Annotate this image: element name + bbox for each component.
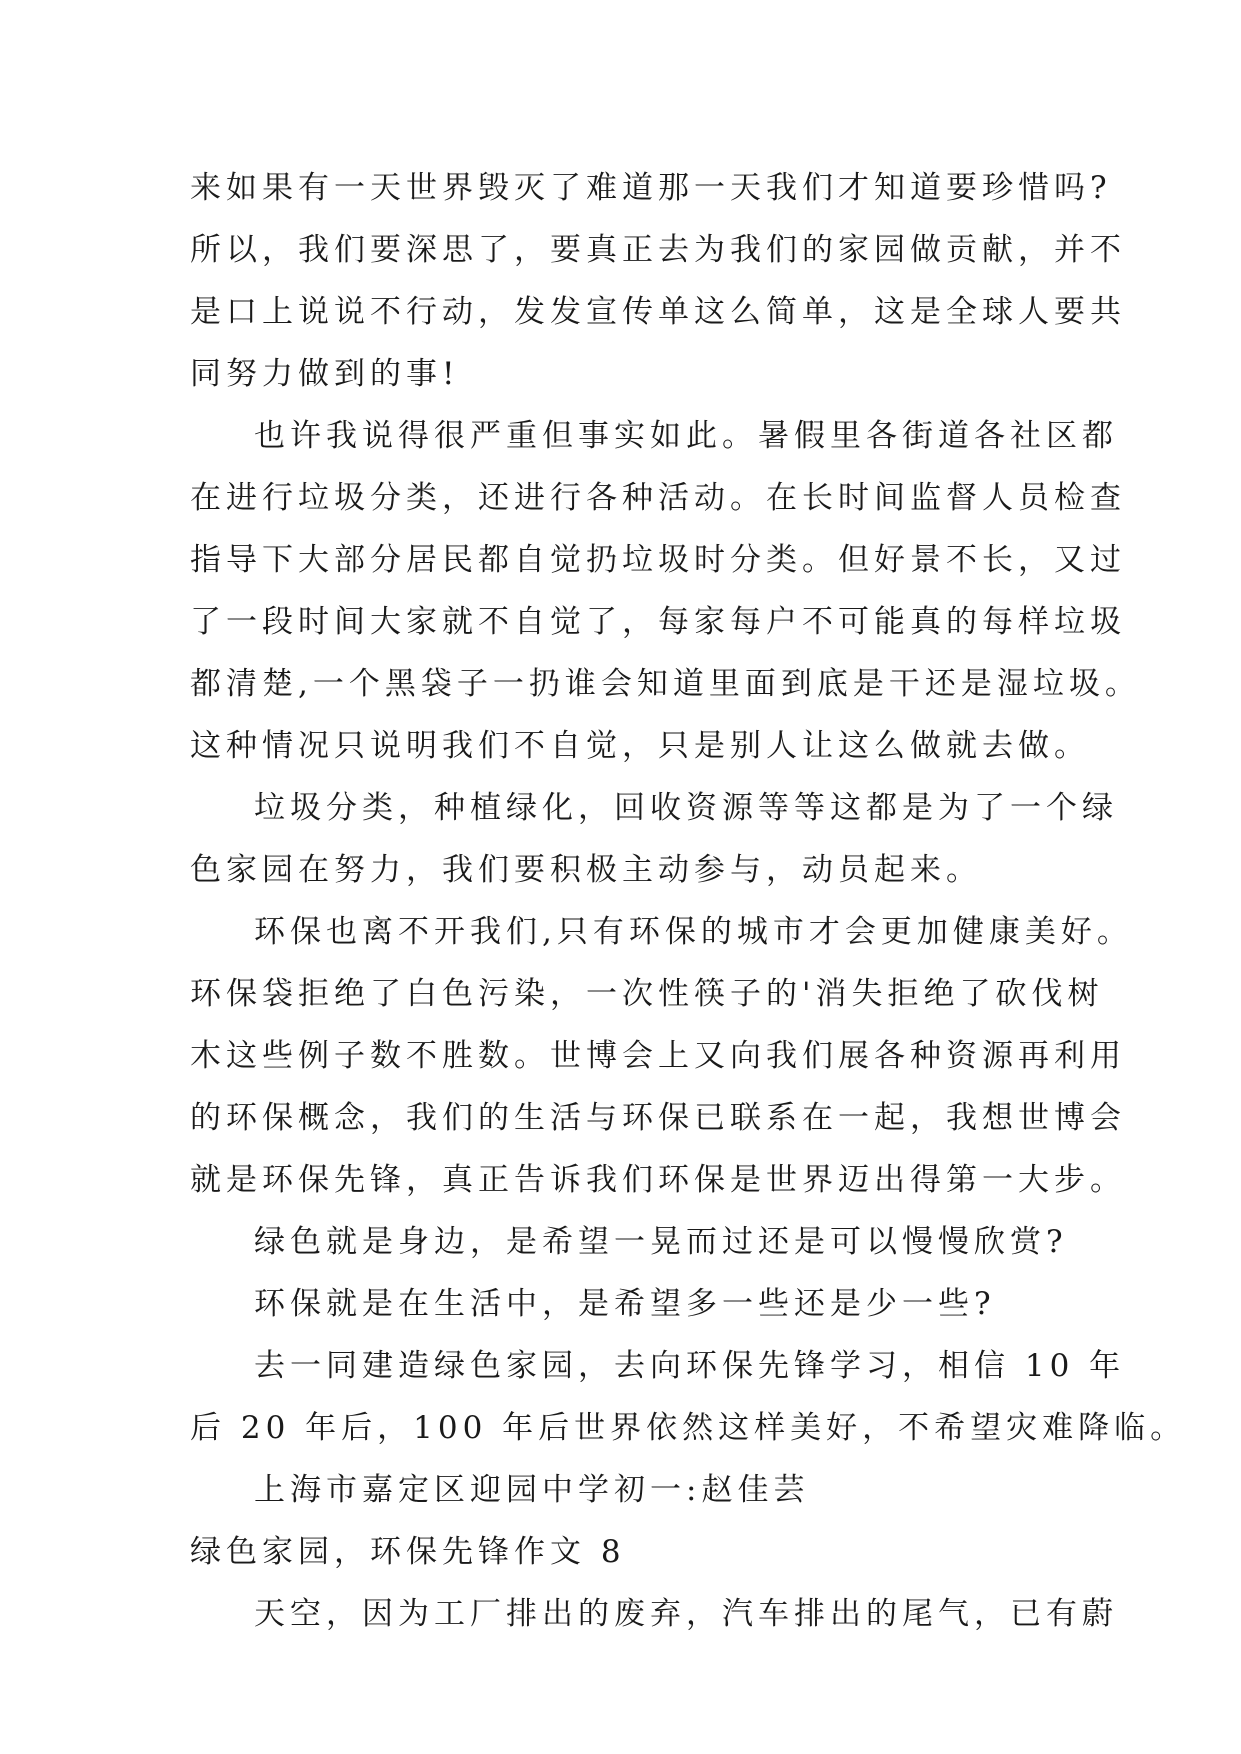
text-line: 的环保概念，我们的生活与环保已联系在一起，我想世博会 <box>190 1100 1126 1136</box>
text-line: 这种情况只说明我们不自觉，只是别人让这么做就去做。 <box>190 728 1090 764</box>
text-line: 指导下大部分居民都自觉扔垃圾时分类。但好景不长，又过 <box>190 542 1126 578</box>
text-line: 去一同建造绿色家园，去向环保先锋学习，相信 10 年 <box>254 1348 1126 1384</box>
text-line: 绿色就是身边，是希望一晃而过还是可以慢慢欣赏? <box>254 1224 1068 1260</box>
text-line: 环保袋拒绝了白色污染，一次性筷子的'消失拒绝了砍伐树 <box>190 976 1104 1012</box>
text-line: 木这些例子数不胜数。世博会上又向我们展各种资源再利用 <box>190 1038 1126 1074</box>
author-line: 上海市嘉定区迎园中学初一:赵佳芸 <box>254 1472 810 1508</box>
text-line: 在进行垃圾分类，还进行各种活动。在长时间监督人员检查 <box>190 480 1126 516</box>
text-line: 也许我说得很严重但事实如此。暑假里各街道各社区都 <box>254 418 1118 454</box>
text-line: 所以，我们要深思了，要真正去为我们的家园做贡献，并不 <box>190 232 1126 268</box>
section-heading: 绿色家园，环保先锋作文 8 <box>190 1534 626 1570</box>
text-line: 就是环保先锋，真正告诉我们环保是世界迈出得第一大步。 <box>190 1162 1126 1198</box>
text-line: 环保就是在生活中，是希望多一些还是少一些? <box>254 1286 996 1322</box>
text-line: 是口上说说不行动，发发宣传单这么简单，这是全球人要共 <box>190 294 1126 330</box>
text-line: 环保也离不开我们,只有环保的城市才会更加健康美好。 <box>254 914 1133 950</box>
text-line: 后 20 年后，100 年后世界依然这样美好，不希望灾难降临。 <box>190 1410 1187 1446</box>
text-line: 同努力做到的事! <box>190 356 460 392</box>
text-line: 来如果有一天世界毁灭了难道那一天我们才知道要珍惜吗? <box>190 170 1112 206</box>
document-body <box>190 157 1187 1645</box>
text-line: 了一段时间大家就不自觉了，每家每户不可能真的每样垃圾 <box>190 604 1126 640</box>
text-line: 都清楚,一个黑袋子一扔谁会知道里面到底是干还是湿垃圾。 <box>190 666 1141 702</box>
text-line: 色家园在努力，我们要积极主动参与，动员起来。 <box>190 852 982 888</box>
text-line: 垃圾分类，种植绿化，回收资源等等这都是为了一个绿 <box>254 790 1118 826</box>
text-line: 天空，因为工厂排出的废弃，汽车排出的尾气，已有蔚 <box>254 1596 1118 1632</box>
